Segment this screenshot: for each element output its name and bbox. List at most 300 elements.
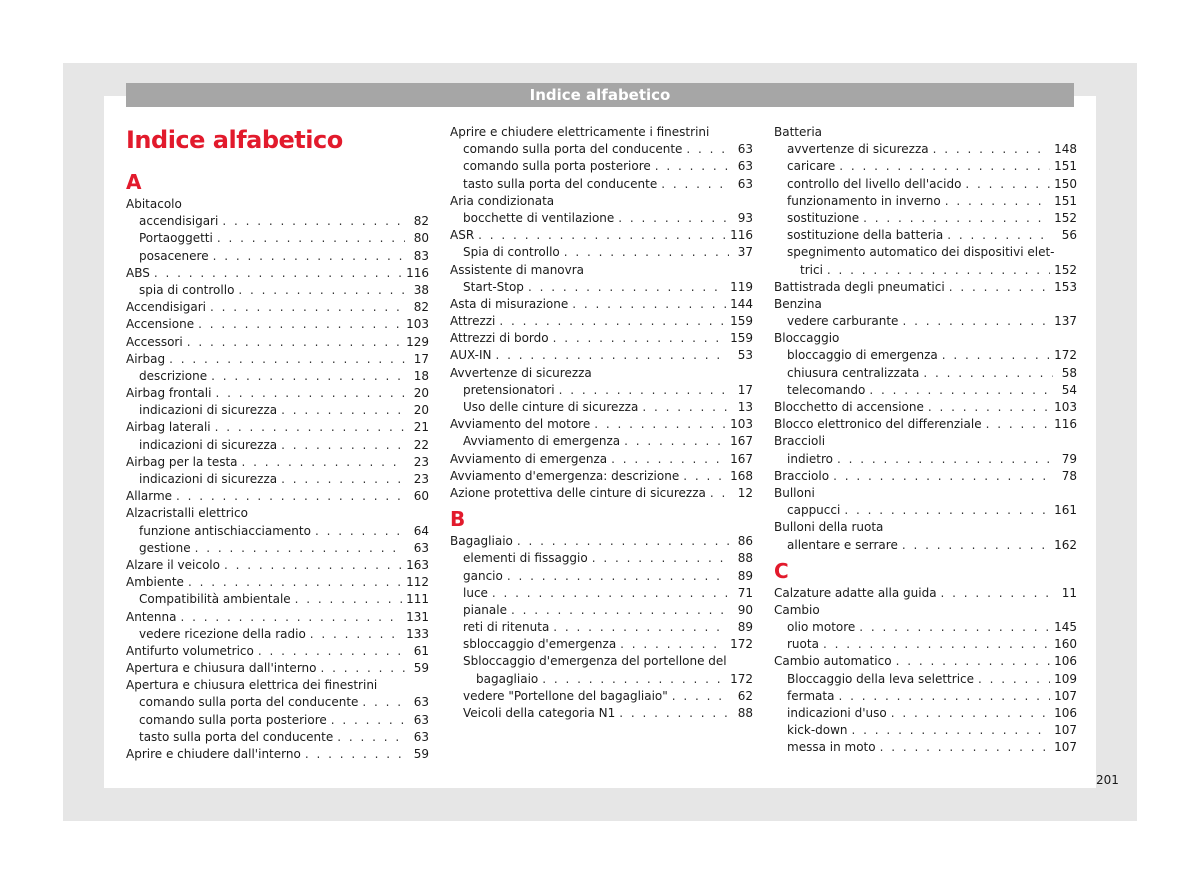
index-entry xyxy=(126,471,429,488)
leader-dots xyxy=(896,653,1051,670)
index-entry xyxy=(774,585,1077,602)
leader-dots xyxy=(902,313,1050,330)
leader-dots xyxy=(965,176,1050,193)
index-entry xyxy=(774,671,1077,688)
entry-page-number: 133 xyxy=(406,626,429,641)
leader-dots xyxy=(618,210,729,227)
index-entry xyxy=(126,351,429,368)
entry-page-number: 119 xyxy=(730,279,753,294)
entry-term: comando sulla porta del conducente xyxy=(463,142,683,157)
leader-dots xyxy=(902,537,1050,554)
index-entry xyxy=(774,433,1077,450)
index-entry xyxy=(450,636,753,653)
entry-term: Accensione xyxy=(126,317,195,332)
entry-list xyxy=(450,533,753,722)
leader-dots xyxy=(211,368,405,385)
leader-dots xyxy=(310,626,402,643)
leader-dots xyxy=(238,282,405,299)
index-entry xyxy=(774,468,1077,485)
entry-page-number: 71 xyxy=(737,585,753,600)
index-entry xyxy=(450,399,753,416)
entry-page-number: 63 xyxy=(413,540,429,555)
index-entry xyxy=(126,230,429,247)
entry-page-number: 83 xyxy=(413,248,429,263)
entry-term: Compatibilità ambientale xyxy=(139,592,291,607)
entry-term: caricare xyxy=(787,159,836,174)
entry-term: Antifurto volumetrico xyxy=(126,643,254,658)
entry-page-number: 22 xyxy=(413,437,429,452)
index-entry xyxy=(126,402,429,419)
index-entry xyxy=(450,330,753,347)
entry-term: chiusura centralizzata xyxy=(787,365,920,380)
leader-dots xyxy=(823,636,1050,653)
index-entry xyxy=(774,636,1077,653)
entry-term: indietro xyxy=(787,451,833,466)
index-entry xyxy=(774,653,1077,670)
entry-page-number: 103 xyxy=(730,417,753,432)
entry-term: spegnimento automatico dei dispositivi elet- xyxy=(787,245,1055,260)
index-entry xyxy=(450,347,753,364)
index-entry xyxy=(774,141,1077,158)
entry-term: vedere ricezione della radio xyxy=(139,626,306,641)
entry-page-number: 107 xyxy=(1054,740,1077,755)
leader-dots xyxy=(215,385,405,402)
index-entry xyxy=(450,313,753,330)
leader-dots xyxy=(337,729,405,746)
leader-dots xyxy=(891,705,1050,722)
entry-page-number: 78 xyxy=(1061,468,1077,483)
index-entry xyxy=(126,609,429,626)
index-entry xyxy=(774,537,1077,554)
entry-term: comando sulla porta posteriore xyxy=(463,159,651,174)
index-entry xyxy=(774,227,1077,244)
entry-term: tasto sulla porta del conducente xyxy=(139,729,334,744)
header-bar: Indice alfabetico xyxy=(126,83,1074,107)
entry-term: indicazioni di sicurezza xyxy=(139,472,278,486)
leader-dots xyxy=(176,488,405,505)
leader-dots xyxy=(511,602,729,619)
index-entry xyxy=(774,193,1077,210)
entry-term: Calzature adatte alla guida xyxy=(774,585,937,600)
entry-term: Attrezzi di bordo xyxy=(450,331,549,346)
leader-dots xyxy=(942,347,1050,364)
entry-term: descrizione xyxy=(139,368,208,383)
entry-page-number: 116 xyxy=(406,265,429,280)
index-entry xyxy=(450,671,753,688)
entry-term: pianale xyxy=(463,602,507,617)
leader-dots xyxy=(686,141,729,158)
leader-dots xyxy=(281,471,405,488)
index-entry xyxy=(126,694,429,711)
entry-term: Accendisigari xyxy=(126,300,206,315)
entry-page-number: 145 xyxy=(1054,620,1077,635)
page-title: Indice alfabetico xyxy=(126,126,343,154)
entry-term: Avviamento di emergenza xyxy=(463,434,621,449)
leader-dots xyxy=(827,262,1050,279)
leader-dots xyxy=(224,557,402,574)
index-entry xyxy=(450,158,753,175)
index-column-2 xyxy=(450,124,753,722)
leader-dots xyxy=(945,193,1050,210)
leader-dots xyxy=(839,158,1050,175)
index-entry xyxy=(774,313,1077,330)
leader-dots xyxy=(928,399,1050,416)
entry-term: Aprire e chiudere dall'interno xyxy=(126,747,301,761)
index-entry xyxy=(774,244,1077,261)
entry-term: Azione protettiva delle cinture di sicurezza xyxy=(450,485,706,500)
entry-page-number: 129 xyxy=(406,334,429,349)
index-entry xyxy=(450,568,753,585)
entry-page-number: 111 xyxy=(406,592,429,607)
index-entry xyxy=(774,124,1077,141)
section-letter-b: B xyxy=(450,507,466,532)
entry-term: AUX-IN xyxy=(450,348,492,363)
leader-dots xyxy=(619,705,729,722)
entry-term: Braccioli xyxy=(774,434,826,449)
entry-term: spia di controllo xyxy=(139,282,235,297)
entry-page-number: 18 xyxy=(413,368,429,383)
leader-dots xyxy=(642,399,729,416)
page-number: 201 xyxy=(1096,773,1119,787)
index-entry xyxy=(774,382,1077,399)
index-entry xyxy=(126,419,429,436)
entry-page-number: 160 xyxy=(1054,637,1077,652)
entry-page-number: 106 xyxy=(1054,654,1077,669)
index-entry xyxy=(450,602,753,619)
leader-dots xyxy=(315,523,405,540)
index-entry xyxy=(126,437,429,454)
entry-page-number: 20 xyxy=(413,403,429,418)
index-entry xyxy=(450,262,753,279)
entry-page-number: 90 xyxy=(737,602,753,617)
entry-term: Ambiente xyxy=(126,575,184,590)
index-entry xyxy=(774,485,1077,502)
leader-dots xyxy=(655,158,729,175)
entry-page-number: 103 xyxy=(1054,400,1077,414)
entry-term: Alzare il veicolo xyxy=(126,557,220,572)
entry-term: vedere "Portellone del bagagliaio" xyxy=(463,688,668,703)
entry-page-number: 12 xyxy=(737,485,753,500)
index-entry xyxy=(126,677,429,694)
index-entry xyxy=(126,248,429,265)
entry-page-number: 59 xyxy=(413,747,429,761)
leader-dots xyxy=(169,351,405,368)
entry-page-number: 20 xyxy=(413,386,429,401)
entry-page-number: 56 xyxy=(1061,228,1077,243)
entry-page-number: 131 xyxy=(406,609,429,624)
entry-list xyxy=(774,585,1077,757)
entry-page-number: 37 xyxy=(737,245,753,260)
leader-dots xyxy=(180,609,402,626)
entry-term: Cambio xyxy=(774,602,820,617)
index-entry xyxy=(450,619,753,636)
entry-page-number: 167 xyxy=(730,451,753,466)
leader-dots xyxy=(710,485,729,502)
entry-page-number: 58 xyxy=(1061,365,1077,380)
index-entry xyxy=(126,368,429,385)
entry-page-number: 161 xyxy=(1054,503,1077,518)
entry-page-number: 11 xyxy=(1061,585,1077,600)
entry-list xyxy=(126,196,429,763)
entry-term: Blocchetto di accensione xyxy=(774,400,924,414)
leader-dots xyxy=(331,712,405,729)
entry-term: reti di ritenuta xyxy=(463,620,550,635)
entry-term: Aprire e chiudere elettricamente i finestrini xyxy=(450,125,710,139)
entry-page-number: 63 xyxy=(413,712,429,727)
entry-page-number: 112 xyxy=(406,575,429,590)
entry-term: Assistente di manovra xyxy=(450,262,585,277)
entry-term: messa in moto xyxy=(787,740,876,755)
entry-term: Benzina xyxy=(774,296,822,311)
entry-page-number: 64 xyxy=(413,523,429,538)
entry-term: gestione xyxy=(139,540,191,555)
entry-term: kick-down xyxy=(787,723,848,738)
entry-page-number: 172 xyxy=(730,637,753,652)
leader-dots xyxy=(923,365,1053,382)
entry-term: tasto sulla porta del conducente xyxy=(463,176,658,191)
index-entry xyxy=(126,454,429,471)
entry-term: Airbag frontali xyxy=(126,386,212,401)
index-entry xyxy=(126,316,429,333)
leader-dots xyxy=(838,688,1050,705)
index-entry xyxy=(774,158,1077,175)
entry-page-number: 13 xyxy=(737,400,753,414)
section-letter-a: A xyxy=(126,170,142,194)
entry-page-number: 80 xyxy=(413,231,429,246)
leader-dots xyxy=(215,419,405,436)
entry-term: Veicoli della categoria N1 xyxy=(463,706,616,720)
entry-page-number: 54 xyxy=(1061,382,1077,397)
entry-page-number: 63 xyxy=(737,159,753,174)
entry-term: funzionamento in inverno xyxy=(787,193,941,208)
entry-term: Attrezzi xyxy=(450,314,496,329)
entry-term: indicazioni di sicurezza xyxy=(139,437,278,452)
entry-term: Aria condizionata xyxy=(450,193,555,208)
leader-dots xyxy=(258,643,405,660)
entry-page-number: 38 xyxy=(413,282,429,297)
entry-term: indicazioni d'uso xyxy=(787,706,887,720)
entry-term: Allarme xyxy=(126,489,173,504)
entry-page-number: 17 xyxy=(413,351,429,366)
index-entry xyxy=(450,193,753,210)
entry-page-number: 59 xyxy=(413,661,429,676)
entry-term: Battistrada degli pneumatici xyxy=(774,279,945,294)
leader-dots xyxy=(213,248,405,265)
index-entry xyxy=(450,585,753,602)
leader-dots xyxy=(478,227,726,244)
entry-term: Accessori xyxy=(126,334,183,349)
entry-term: controllo del livello dell'acido xyxy=(787,176,962,191)
index-column-1 xyxy=(126,168,429,763)
entry-term: allentare e serrare xyxy=(787,537,898,552)
entry-term: sostituzione xyxy=(787,210,860,225)
entry-page-number: 109 xyxy=(1054,671,1077,686)
leader-dots xyxy=(507,568,729,585)
leader-dots xyxy=(222,213,405,230)
index-entry xyxy=(126,523,429,540)
leader-dots xyxy=(620,636,726,653)
entry-page-number: 162 xyxy=(1054,537,1077,552)
entry-page-number: 63 xyxy=(413,695,429,710)
entry-term: Airbag laterali xyxy=(126,420,211,435)
entry-term: vedere carburante xyxy=(787,314,899,329)
entry-term: bloccaggio di emergenza xyxy=(787,348,938,363)
entry-term: Batteria xyxy=(774,125,822,139)
entry-term: Blocco elettronico del differenziale xyxy=(774,417,982,432)
leader-dots xyxy=(542,671,726,688)
leader-dots xyxy=(281,402,405,419)
entry-term: Start-Stop xyxy=(463,279,524,294)
leader-dots xyxy=(986,416,1051,433)
index-entry xyxy=(450,433,753,450)
leader-dots xyxy=(933,141,1050,158)
index-entry xyxy=(450,688,753,705)
index-entry xyxy=(774,296,1077,313)
index-entry xyxy=(126,626,429,643)
index-entry xyxy=(774,502,1077,519)
entry-page-number: 172 xyxy=(1054,348,1077,363)
leader-dots xyxy=(572,296,726,313)
index-entry xyxy=(774,619,1077,636)
index-entry xyxy=(126,488,429,505)
entry-page-number: 153 xyxy=(1054,279,1077,294)
entry-term: telecomando xyxy=(787,382,866,397)
entry-term: Bulloni della ruota xyxy=(774,520,884,535)
index-entry xyxy=(126,591,429,608)
index-entry xyxy=(774,399,1077,416)
entry-page-number: 116 xyxy=(730,228,753,243)
leader-dots xyxy=(154,265,402,282)
index-entry xyxy=(450,382,753,399)
leader-dots xyxy=(517,533,729,550)
entry-page-number: 151 xyxy=(1054,159,1077,174)
entry-page-number: 82 xyxy=(413,300,429,315)
leader-dots xyxy=(947,227,1053,244)
index-entry xyxy=(126,643,429,660)
index-entry xyxy=(126,574,429,591)
entry-term: pretensionatori xyxy=(463,382,555,397)
entry-term: luce xyxy=(463,585,488,600)
entry-term: Portaoggetti xyxy=(139,231,213,246)
entry-term: cappucci xyxy=(787,503,841,518)
leader-dots xyxy=(683,468,726,485)
entry-term: Bloccaggio xyxy=(774,331,840,346)
entry-page-number: 150 xyxy=(1054,176,1077,191)
entry-page-number: 63 xyxy=(413,729,429,744)
entry-page-number: 88 xyxy=(737,706,753,720)
entry-term: gancio xyxy=(463,568,503,583)
index-entry xyxy=(450,365,753,382)
entry-term: indicazioni di sicurezza xyxy=(139,403,278,418)
entry-page-number: 89 xyxy=(737,620,753,635)
entry-term: sbloccaggio d'emergenza xyxy=(463,637,617,652)
leader-dots xyxy=(281,437,405,454)
entry-page-number: 137 xyxy=(1054,314,1077,329)
leader-dots xyxy=(305,746,405,763)
index-entry xyxy=(126,196,429,213)
index-entry xyxy=(774,210,1077,227)
leader-dots xyxy=(499,313,726,330)
entry-term: ABS xyxy=(126,265,150,280)
entry-page-number: 63 xyxy=(737,142,753,157)
entry-page-number: 93 xyxy=(737,210,753,225)
leader-dots xyxy=(195,540,405,557)
index-entry xyxy=(126,660,429,677)
leader-dots xyxy=(880,739,1051,756)
entry-list xyxy=(774,124,1077,554)
section-letter-c: C xyxy=(774,558,789,583)
index-entry xyxy=(774,519,1077,536)
entry-page-number: 23 xyxy=(413,454,429,469)
entry-term: Bracciolo xyxy=(774,468,830,483)
leader-dots xyxy=(661,176,729,193)
entry-term: Asta di misurazione xyxy=(450,296,569,311)
leader-dots xyxy=(242,454,405,471)
index-entry xyxy=(126,385,429,402)
index-entry xyxy=(126,282,429,299)
entry-term: Bloccaggio della leva selettrice xyxy=(787,671,975,686)
index-entry xyxy=(126,540,429,557)
entry-page-number: 63 xyxy=(737,176,753,191)
entry-term: fermata xyxy=(787,688,835,703)
index-entry xyxy=(450,124,753,141)
entry-page-number: 172 xyxy=(730,671,753,686)
entry-page-number: 159 xyxy=(730,331,753,346)
leader-dots xyxy=(852,722,1051,739)
entry-page-number: 106 xyxy=(1054,706,1077,720)
index-entry xyxy=(450,227,753,244)
index-entry xyxy=(774,602,1077,619)
leader-dots xyxy=(863,210,1050,227)
entry-term: Uso delle cinture di sicurezza xyxy=(463,400,639,414)
entry-term: ASR xyxy=(450,228,475,243)
index-entry xyxy=(450,705,753,722)
entry-page-number: 89 xyxy=(737,568,753,583)
leader-dots xyxy=(941,585,1053,602)
index-entry xyxy=(126,505,429,522)
leader-dots xyxy=(869,382,1053,399)
leader-dots xyxy=(187,334,402,351)
entry-page-number: 88 xyxy=(737,551,753,566)
entry-term: funzione antischiacciamento xyxy=(139,523,311,538)
entry-term: Apertura e chiusura elettrica dei finestrini xyxy=(126,678,378,693)
index-entry xyxy=(126,746,429,763)
index-entry xyxy=(774,739,1077,756)
entry-page-number: 79 xyxy=(1061,451,1077,466)
entry-term: Bagagliaio xyxy=(450,534,513,549)
entry-term: Alzacristalli elettrico xyxy=(126,506,248,521)
leader-dots xyxy=(295,591,402,608)
entry-page-number: 144 xyxy=(730,296,753,311)
leader-dots xyxy=(837,451,1053,468)
entry-page-number: 151 xyxy=(1054,193,1077,208)
entry-term: sostituzione della batteria xyxy=(787,228,944,243)
leader-dots xyxy=(978,671,1050,688)
entry-page-number: 163 xyxy=(406,557,429,572)
leader-dots xyxy=(188,574,402,591)
leader-dots xyxy=(592,550,729,567)
entry-term: bocchette di ventilazione xyxy=(463,210,615,225)
leader-dots xyxy=(492,585,729,602)
index-entry xyxy=(774,688,1077,705)
entry-page-number: 21 xyxy=(413,420,429,435)
entry-page-number: 167 xyxy=(730,434,753,449)
entry-term: Avviamento d'emergenza: descrizione xyxy=(450,468,680,483)
leader-dots xyxy=(672,688,729,705)
entry-term: comando sulla porta posteriore xyxy=(139,712,327,727)
entry-list xyxy=(450,124,753,502)
index-entry xyxy=(450,485,753,502)
